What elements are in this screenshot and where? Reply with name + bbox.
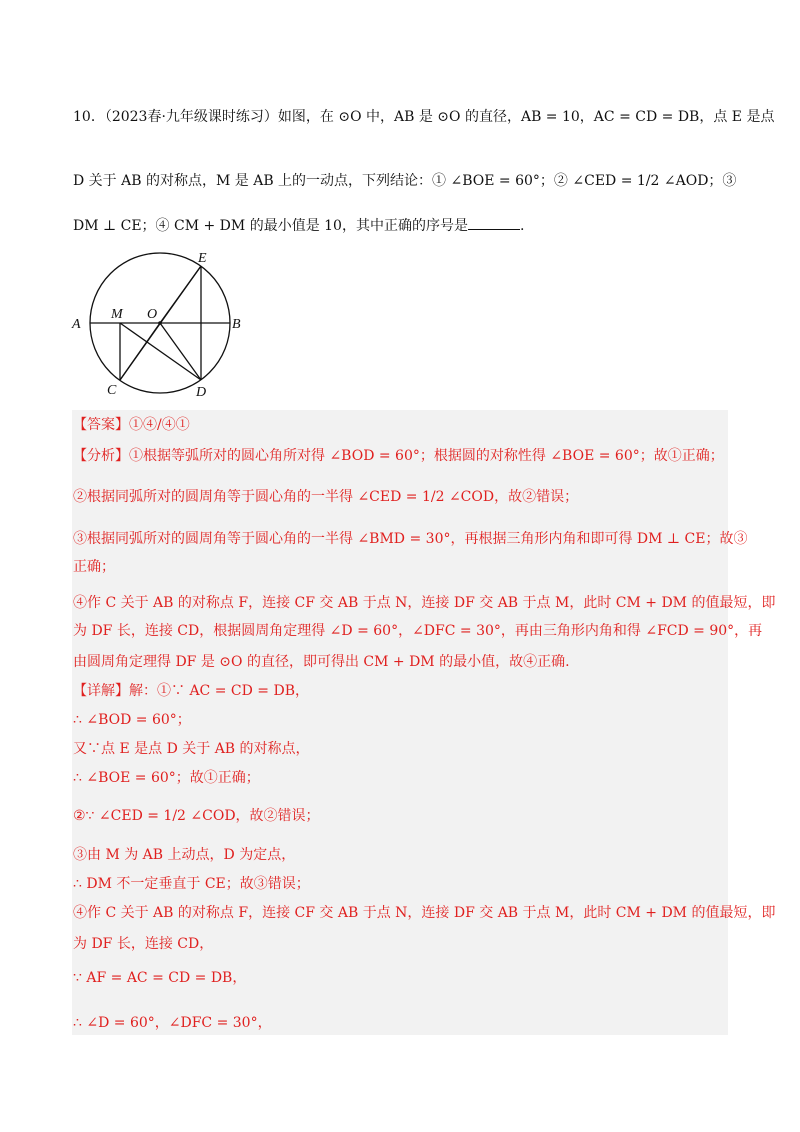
label-a: A (72, 317, 81, 332)
analysis-line-5: ④作 C 关于 AB 的对称点 F，连接 CF 交 AB 于点 N，连接 DF 交 AB 于点 M，此时 CM + DM 的值最短，即 (73, 595, 776, 611)
question-line-3-text: DM ⊥ CE；④ CM + DM 的最小值是 10，其中正确的序号是 (73, 218, 468, 234)
detail-line-10: ∵ AF = AC = CD = DB， (73, 970, 247, 986)
circle-figure (66, 244, 266, 408)
detail-line-4: ∴ ∠BOE = 60°；故①正确； (73, 770, 260, 786)
analysis-line-6: 为 DF 长，连接 CD，根据圆周角定理得 ∠D = 60°，∠DFC = 30°，再由三角形内角和得 ∠FCD = 90°，再 (73, 623, 763, 639)
analysis-line-2: ②根据同弧所对的圆周角等于圆心角的一半得 ∠CED = 1/2 ∠COD，故②错误； (73, 489, 579, 505)
question-line-1: 10．（2023春·九年级课时练习）如图，在 ⊙O 中，AB 是 ⊙O 的直径，AB = 10，AC = CD = DB，点 E 是点 (73, 109, 775, 125)
detail-line-7: ∴ DM 不一定垂直于 CE；故③错误； (73, 876, 310, 892)
label-c: C (107, 383, 117, 398)
question-line-3-end: . (519, 218, 525, 234)
detail-line-1: 【详解】解：①∵ AC = CD = DB， (73, 683, 309, 699)
analysis-line-1: 【分析】①根据等弧所对的圆心角所对得 ∠BOD = 60°；根据圆的对称性得 ∠BOE = 60°；故①正确； (73, 448, 724, 464)
detail-line-8: ④作 C 关于 AB 的对称点 F，连接 CF 交 AB 于点 N，连接 DF 交 AB 于点 M，此时 CM + DM 的值最短，即 (73, 905, 776, 921)
label-d: D (196, 385, 207, 400)
question-line-3 (73, 215, 524, 237)
detail-line-3: 又∵点 E 是点 D 关于 AB 的对称点， (73, 741, 310, 757)
label-b: B (232, 317, 241, 332)
detail-line-11: ∴ ∠D = 60°，∠DFC = 30°， (73, 1015, 272, 1031)
segment-od (160, 323, 201, 380)
question-line-2: D 关于 AB 的对称点，M 是 AB 上的一动点，下列结论：① ∠BOE = 60°；② ∠CED = 1/2 ∠AOD；③ (73, 173, 737, 189)
detail-line-2: ∴ ∠BOD = 60°； (73, 712, 191, 728)
detail-line-9: 为 DF 长，连接 CD， (73, 936, 214, 952)
analysis-line-7: 由圆周角定理得 DF 是 ⊙O 的直径，即可得出 CM + DM 的最小值，故④正确. (73, 654, 570, 670)
analysis-line-3: ③根据同弧所对的圆周角等于圆心角的一半得 ∠BMD = 30°，再根据三角形内角和即可得 DM ⊥ CE；故③ (73, 531, 748, 547)
label-o: O (147, 307, 158, 322)
segment-md (120, 323, 201, 380)
answer-line: 【答案】①④/④① (73, 417, 190, 433)
label-m: M (111, 307, 123, 322)
geometry-diagram (66, 244, 266, 404)
detail-line-5: ②∵ ∠CED = 1/2 ∠COD，故②错误； (73, 808, 320, 824)
label-e: E (198, 251, 207, 266)
answer-blank (468, 215, 520, 230)
detail-line-6: ③由 M 为 AB 上动点，D 为定点， (73, 847, 296, 863)
center-dot (158, 321, 162, 325)
analysis-line-4: 正确； (73, 559, 115, 575)
